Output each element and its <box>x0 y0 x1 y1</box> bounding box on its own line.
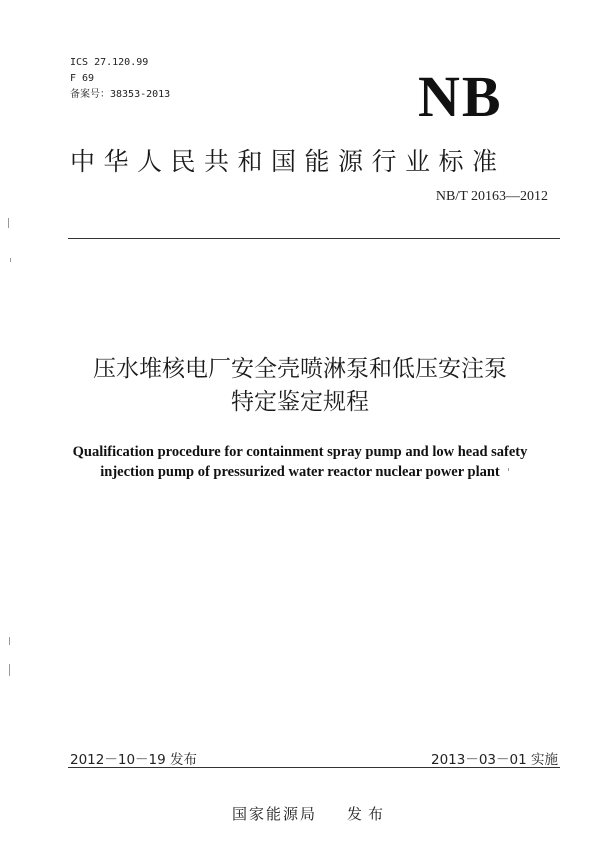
bottom-divider <box>68 767 560 768</box>
classification-block <box>70 55 170 103</box>
scan-speck <box>9 664 10 676</box>
filing-number: 备案号：38353-2013 <box>70 89 171 100</box>
top-divider <box>68 238 560 239</box>
standard-code: NB/T 20163—2012 <box>435 189 548 204</box>
scan-speck <box>9 637 10 645</box>
chinese-title-line-1: 压水堆核电厂安全壳喷淋泵和低压安注泵 <box>93 356 507 382</box>
classification-code: F 69 <box>70 73 95 84</box>
english-title-line-2: injection pump of pressurized water reactor nuclear power plant <box>100 464 500 480</box>
chinese-title <box>0 353 600 419</box>
ics-code: ICS 27.120.99 <box>70 57 149 68</box>
standard-title: 中华人民共和国能源行业标准 <box>70 147 506 176</box>
english-title-line-1: Qualification procedure for containment spray pump and low head safety <box>72 444 528 460</box>
english-title <box>0 442 600 482</box>
scan-speck <box>508 468 509 471</box>
issuer-action: 发布 <box>347 805 390 823</box>
nb-logo: NB <box>418 64 503 129</box>
scan-speck <box>10 258 11 262</box>
implementation-date: 2013－03－01 实施 <box>430 752 558 768</box>
issuer-line <box>232 803 389 824</box>
scan-speck <box>8 218 9 228</box>
release-date: 2012－10－19 发布 <box>70 752 198 768</box>
issuer-name: 国家能源局 <box>232 805 318 823</box>
chinese-title-line-2: 特定鉴定规程 <box>231 389 369 415</box>
